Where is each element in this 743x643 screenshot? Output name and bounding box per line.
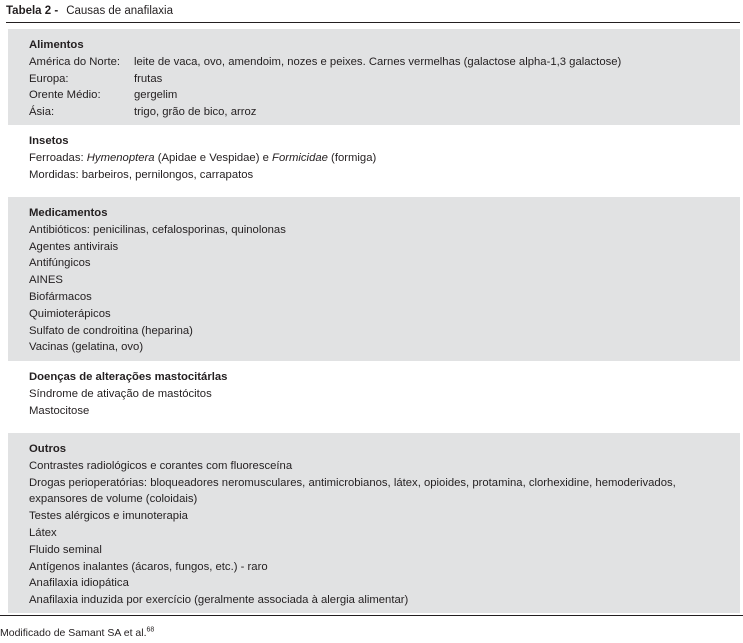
table-label: Tabela 2 - [6, 5, 59, 17]
list-item: Anafilaxia induzida por exercício (geralmente associada à alergia alimentar) [29, 594, 409, 607]
section-mastocitarias [8, 361, 740, 433]
list-item: Antígenos inalantes (ácaros, fungos, etc.) - raro [29, 560, 268, 573]
list-item: AINES [29, 274, 63, 287]
list-item: Látex [29, 526, 57, 539]
list-item: Testes alérgicos e imunoterapia [29, 510, 188, 523]
section-heading: Doenças de alterações mastocitárlas [29, 371, 228, 383]
section-heading: Insetos [29, 135, 69, 147]
section-insetos [8, 125, 740, 197]
list-item: Sulfato de condroitina (heparina) [29, 324, 193, 337]
region-value: gergelim [134, 89, 178, 102]
list-item [29, 104, 740, 121]
region-value: leite de vaca, ovo, amendoim, nozes e peixes. Carnes vermelhas (galactose alpha-1,3 galactose) [134, 55, 622, 68]
table-title: Causas de anafilaxia [66, 5, 173, 17]
list-item [29, 87, 740, 104]
region-label: Europa: [29, 72, 69, 85]
list-item: Vacinas (gelatina, ovo) [29, 341, 144, 354]
item-text: (Apidae e Vespidae) e [154, 151, 273, 164]
section-alimentos [8, 29, 740, 125]
region-label: América do Norte: [29, 55, 121, 68]
section-heading: Outros [29, 443, 67, 455]
anaphylaxis-causes-table [8, 29, 740, 613]
region-value: frutas [134, 72, 163, 85]
table-caption [6, 2, 740, 23]
item-prefix: Ferroadas: [29, 151, 87, 164]
list-item: Quimioterápicos [29, 307, 111, 320]
section-outros [8, 433, 740, 613]
list-item: Fluido seminal [29, 543, 102, 556]
list-item: Contrastes radiológicos e corantes com fluoresceína [29, 459, 293, 472]
source-footnote [0, 626, 154, 640]
taxon-name: Hymenoptera [86, 151, 155, 164]
list-item: Síndrome de ativação de mastócitos [29, 387, 212, 400]
item-text: (formiga) [327, 151, 377, 164]
list-item: Antifúngicos [29, 257, 91, 270]
list-item: Agentes antivirais [29, 240, 119, 253]
region-label: Ásia: [29, 106, 55, 119]
list-item: Biofármacos [29, 290, 92, 303]
list-item: Drogas perioperatórias: bloqueadores neromusculares, antimicrobianos, látex, opioides, protamina, clorhexidine, hemoderivados, expansores de volume (coloidais) [29, 476, 676, 506]
reference-number: 68 [146, 626, 155, 634]
table-bottom-rule [0, 615, 743, 616]
footnote-text: Modificado de Samant SA et al. [0, 627, 147, 639]
region-label: Orente Médio: [29, 89, 101, 102]
list-item [29, 54, 740, 71]
region-value: trigo, grão de bico, arroz [134, 106, 257, 119]
list-item: Mastocitose [29, 404, 90, 417]
list-item: Mordidas: barbeiros, pernilongos, carrapatos [29, 168, 254, 181]
list-item: Anafilaxia idiopática [29, 577, 129, 590]
list-item: Antibióticos: penicilinas, cefalosporinas, quinolonas [29, 223, 286, 236]
section-heading: Medicamentos [29, 207, 108, 219]
list-item [29, 150, 740, 167]
section-medicamentos [8, 197, 740, 361]
list-item [29, 71, 740, 88]
section-heading: Alimentos [29, 39, 84, 51]
taxon-name: Formicidae [272, 151, 328, 164]
